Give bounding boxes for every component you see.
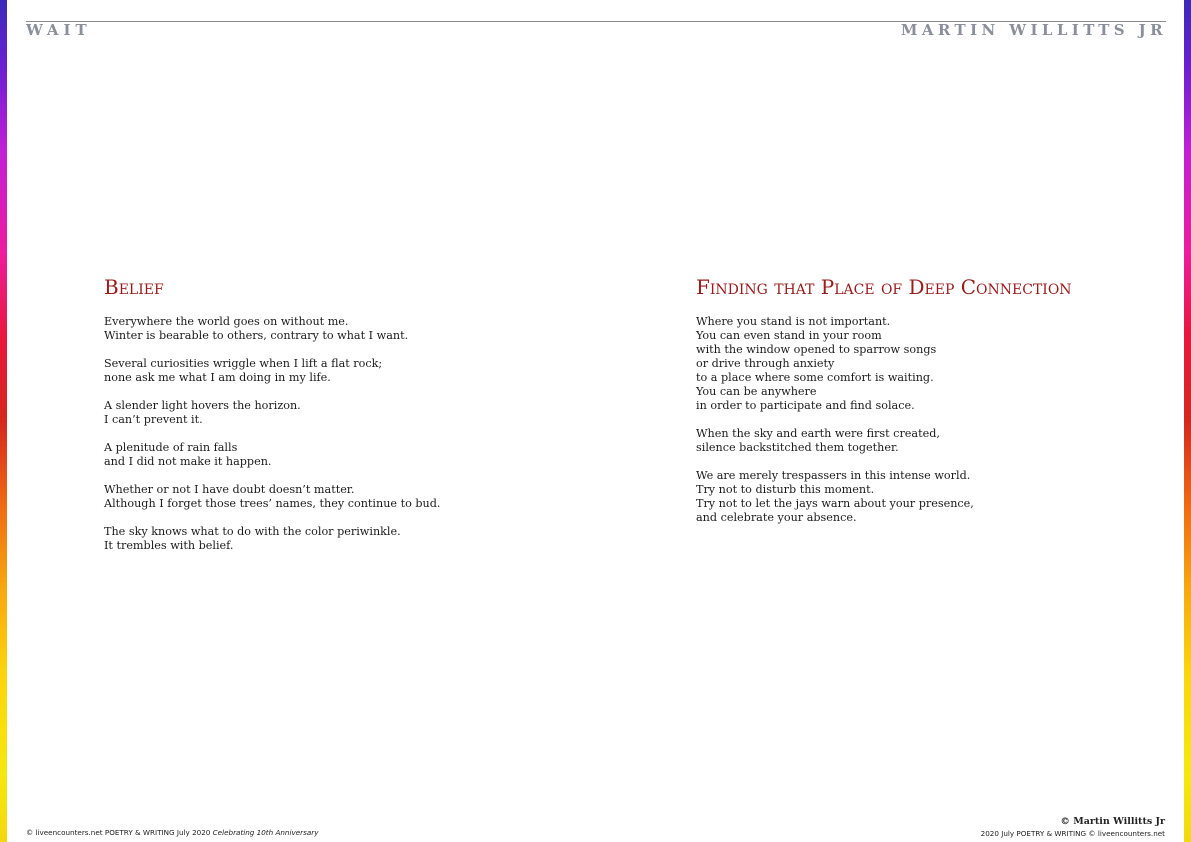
footer-left-anniversary: Celebrating 10th Anniversary [212,828,319,837]
stanza [104,399,440,427]
footer-left-text: © liveencounters.net POETRY & WRITING July 2020 [26,828,213,837]
poem-body-finding-that-place [696,315,974,539]
footer-left [26,828,318,838]
poem-line: Winter is bearable to others, contrary to what I want. [104,329,409,342]
poem-line: Try not to let the jays warn about your presence, [696,497,974,510]
poem-line: The sky knows what to do with the color periwinkle. [104,525,401,538]
poem-line: or drive through anxiety [696,357,835,370]
stanza [104,483,440,511]
stanza [696,427,974,455]
poem-line: none ask me what I am doing in my life. [104,371,331,384]
poem-line: with the window opened to sparrow songs [696,343,937,356]
stanza [104,525,440,553]
running-head-left: WAIT [26,21,92,39]
stanza [104,357,440,385]
poem-line: I can’t prevent it. [104,413,203,426]
poem-line: Several curiosities wriggle when I lift a flat rock; [104,357,383,370]
poem-line: and celebrate your absence. [696,511,857,524]
poem-line: Whether or not I have doubt doesn’t matter. [104,483,355,496]
stanza [104,315,440,343]
poem-line: to a place where some comfort is waiting. [696,371,934,384]
stanza [696,469,974,525]
poem-line: You can even stand in your room [696,329,882,342]
poem-title-belief: Belief [104,275,164,299]
poem-body-belief [104,315,440,567]
poem-line: You can be anywhere [696,385,817,398]
poem-line: Although I forget those trees’ names, they continue to bud. [104,497,441,510]
poem-title-finding-that-place: Finding that Place of Deep Connection [696,275,1072,299]
poem-line: When the sky and earth were first created, [696,427,940,440]
stanza [696,315,974,413]
poem-line: silence backstitched them together. [696,441,899,454]
poem-line: A slender light hovers the horizon. [104,399,301,412]
poem-line: Where you stand is not important. [696,315,891,328]
left-edge-gradient [0,0,7,842]
poem-line: and I did not make it happen. [104,455,272,468]
poem-line: It trembles with belief. [104,539,234,552]
poem-line: Try not to disturb this moment. [696,483,875,496]
poem-line: Everywhere the world goes on without me. [104,315,349,328]
right-edge-gradient [1184,0,1191,842]
author-copyright: © Martin Willitts Jr [1060,816,1165,827]
stanza [104,441,440,469]
poem-line: in order to participate and find solace. [696,399,915,412]
footer-right: 2020 July POETRY & WRITING © liveencounters.net [980,829,1165,838]
poem-line: A plenitude of rain falls [104,441,238,454]
running-head-right: MARTIN WILLITTS JR [900,21,1167,39]
poem-line: We are merely trespassers in this intense world. [696,469,971,482]
